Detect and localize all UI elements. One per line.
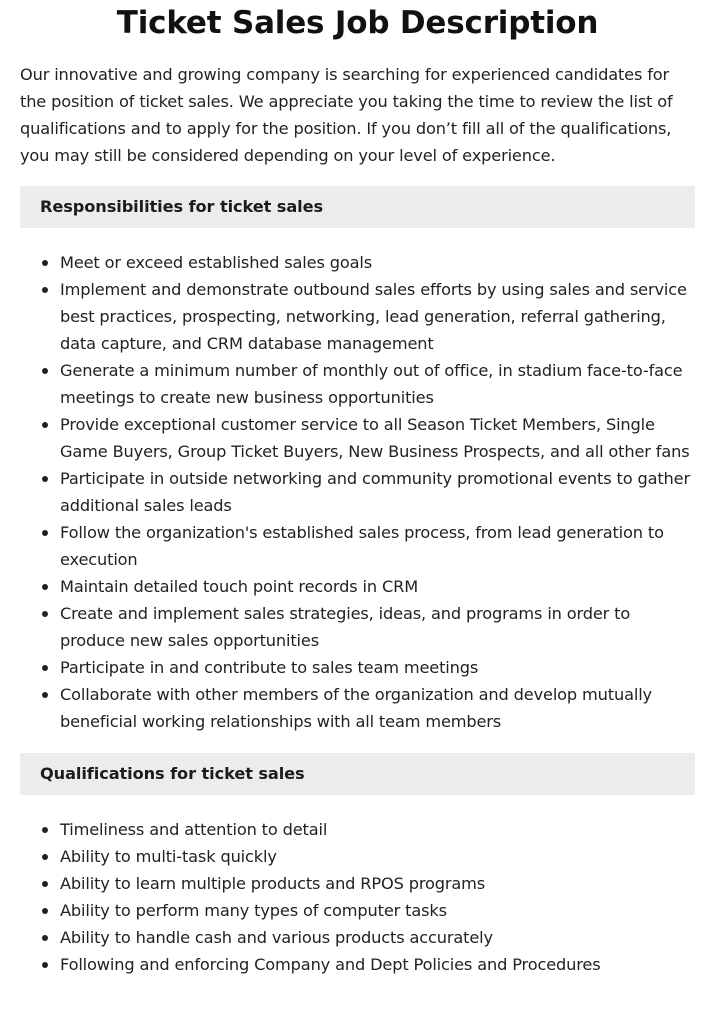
qualifications-heading: Qualifications for ticket sales <box>20 753 695 795</box>
page-title: Ticket Sales Job Description <box>116 5 599 41</box>
qualifications-list <box>20 816 695 978</box>
responsibilities-list <box>20 249 695 735</box>
responsibility-item: Implement and demonstrate outbound sales efforts by using sales and service best practices, prospecting, networking, lead generation, referral gathering, data capture, and CRM database management <box>20 276 695 357</box>
responsibility-item: Follow the organization's established sales process, from lead generation to execution <box>20 519 695 573</box>
responsibility-item: Maintain detailed touch point records in CRM <box>20 573 695 600</box>
qualification-item: Ability to multi-task quickly <box>20 843 695 870</box>
qualification-item: Ability to learn multiple products and RPOS programs <box>20 870 695 897</box>
responsibility-item: Generate a minimum number of monthly out of office, in stadium face-to-face meetings to create new business opportunities <box>20 357 695 411</box>
responsibilities-heading: Responsibilities for ticket sales <box>20 186 695 228</box>
responsibility-item: Participate in outside networking and community promotional events to gather additional sales leads <box>20 465 695 519</box>
qualification-item: Ability to perform many types of computer tasks <box>20 897 695 924</box>
responsibility-item: Meet or exceed established sales goals <box>20 249 695 276</box>
intro-paragraph: Our innovative and growing company is searching for experienced candidates for the position of ticket sales. We appreciate you taking the time to review the list of qualifications and to apply for the position. If you don’t fill all of the qualifications, you may still be considered depending on your level of experience. <box>20 65 673 165</box>
responsibility-item: Create and implement sales strategies, ideas, and programs in order to produce new sales opportunities <box>20 600 695 654</box>
qualification-item: Timeliness and attention to detail <box>20 816 695 843</box>
responsibility-item: Participate in and contribute to sales team meetings <box>20 654 695 681</box>
responsibility-item: Provide exceptional customer service to all Season Ticket Members, Single Game Buyers, Group Ticket Buyers, New Business Prospects, and all other fans <box>20 411 695 465</box>
qualification-item: Ability to handle cash and various products accurately <box>20 924 695 951</box>
qualification-item: Following and enforcing Company and Dept Policies and Procedures <box>20 951 695 978</box>
responsibility-item: Collaborate with other members of the organization and develop mutually beneficial working relationships with all team members <box>20 681 695 735</box>
